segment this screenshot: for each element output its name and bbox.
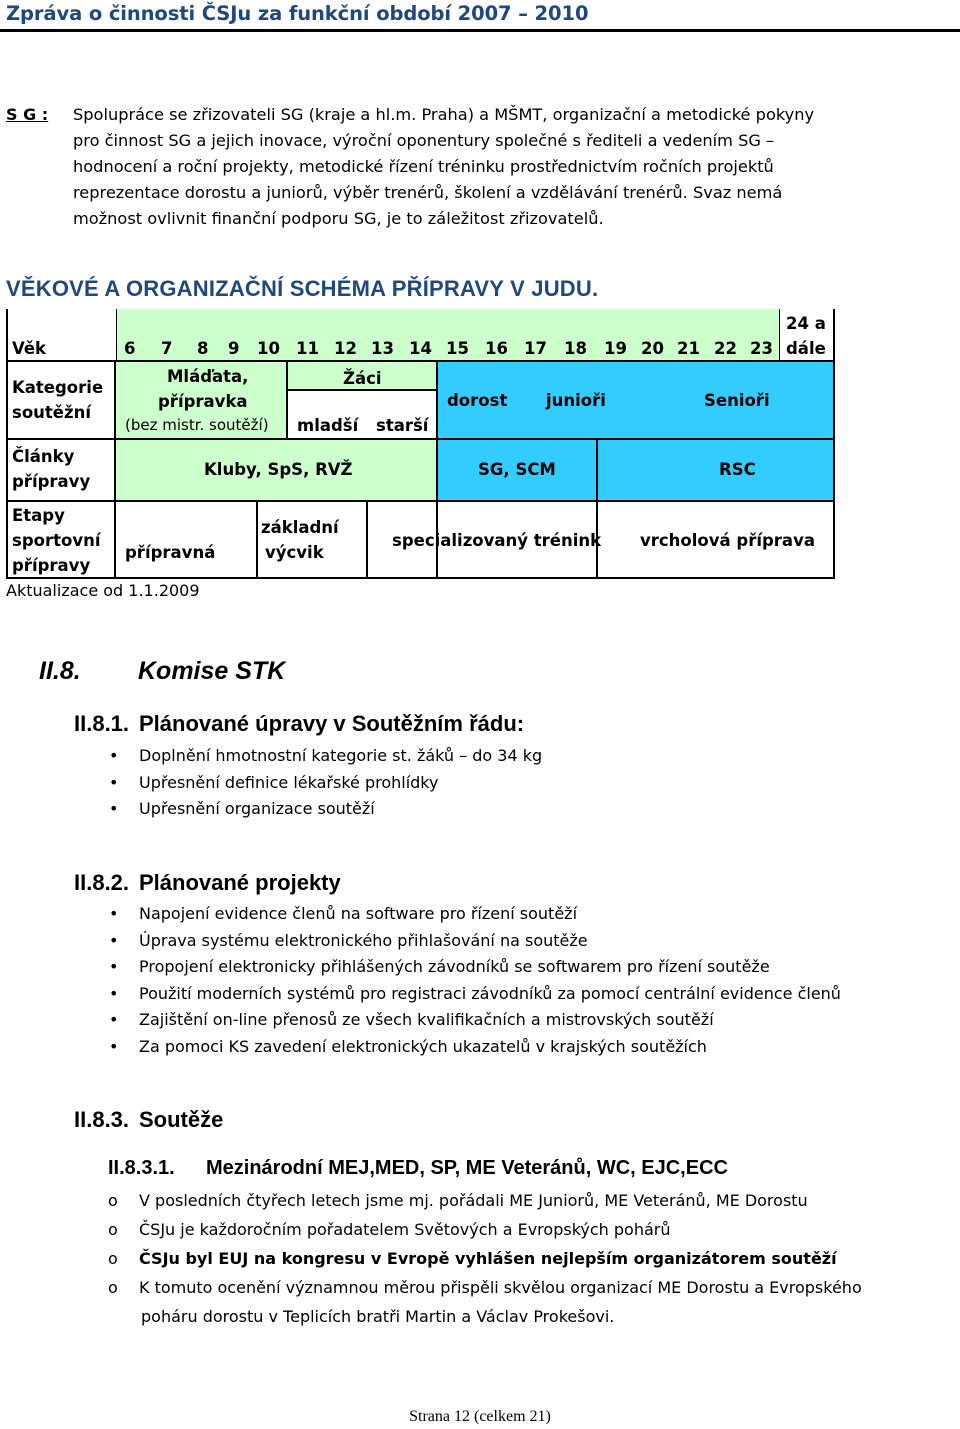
list-item-text: K tomuto ocenění významnou měrou přispěli skvělou organizací ME Dorostu a Evropského (139, 1278, 862, 1297)
age-20: 20 (641, 339, 664, 358)
starsi-label: starší (376, 416, 429, 435)
kluby-label: Kluby, SpS, RVŽ (204, 460, 353, 479)
row-kategorie-label-1: Kategorie (12, 378, 104, 397)
circle-bullet-icon: o (108, 1249, 118, 1268)
list-item (109, 981, 841, 1008)
mladsi-label: mladší (297, 416, 359, 435)
grid-line (596, 439, 598, 501)
schema-update-note: Aktualizace od 1.1.2009 (6, 581, 200, 600)
zaci-label: Žáci (343, 369, 382, 388)
list-item (109, 743, 542, 770)
grid-line (114, 360, 116, 579)
age-17: 17 (524, 339, 547, 358)
list-item (109, 928, 841, 955)
section-ii83-number: II.8.3. (74, 1107, 130, 1132)
bullet-icon: • (109, 930, 119, 950)
circle-bullet-icon: o (108, 1278, 118, 1297)
list-item-text: ČSJu byl EUJ na kongresu v Evropě vyhlášen nejlepším organizátorem soutěží (139, 1249, 837, 1268)
section-ii82-title: Plánované projekty (139, 870, 341, 895)
header-divider (0, 29, 960, 32)
age-13: 13 (371, 339, 394, 358)
age-12: 12 (334, 339, 357, 358)
age-21: 21 (677, 339, 700, 358)
pripravka-label: přípravka (158, 392, 248, 411)
age-9: 9 (228, 339, 240, 358)
bullet-icon: • (109, 1010, 119, 1029)
bullet-icon: • (109, 772, 119, 792)
page-number: Strana 12 (celkem 21) (409, 1408, 551, 1425)
age-label: Věk (12, 339, 47, 358)
zakladni-label-1: základní (261, 518, 339, 537)
age-15: 15 (446, 339, 469, 358)
sg-label: S G : (6, 105, 49, 124)
list-item (108, 1273, 862, 1302)
section-ii8-number: II.8. (39, 657, 81, 685)
specializovany-label: specializovaný trénink (392, 531, 602, 550)
list-item-continuation (108, 1302, 862, 1331)
grid-line (6, 438, 835, 440)
age-14: 14 (409, 339, 432, 358)
rsc-label: RSC (719, 460, 756, 479)
age-6: 6 (124, 339, 136, 358)
list-item-text: Upřesnění definice lékařské prohlídky (139, 772, 439, 792)
sg-paragraph (73, 102, 953, 232)
bullet-icon: • (109, 1036, 119, 1056)
bullet-icon: • (109, 799, 119, 818)
list-item-text: Propojení elektronicky přihlášených závodníků se softwarem pro řízení soutěže (139, 957, 770, 976)
list-item (109, 1034, 841, 1061)
list-item-text: Za pomoci KS zavedení elektronických ukazatelů v krajských soutěžích (139, 1036, 707, 1056)
vrcholova-label: vrcholová příprava (640, 531, 815, 550)
seniori-label: Senioři (704, 391, 770, 410)
age-11: 11 (296, 339, 319, 358)
ii81-list (109, 743, 542, 823)
sg-scm-label: SG, SCM (478, 460, 556, 479)
list-item (108, 1244, 862, 1273)
grid-line (833, 309, 835, 579)
schema-table (6, 309, 835, 579)
sg-line: reprezentace dorostu a juniorů, výběr trenérů, školení a vzdělávání trenérů. Svaz nemá (73, 183, 783, 202)
zakladni-label-2: výcvik (265, 543, 324, 562)
section-ii81-number: II.8.1. (74, 711, 130, 736)
list-item (109, 1007, 841, 1034)
grid-line (6, 500, 835, 502)
row-etapy-label-3: přípravy (12, 556, 91, 575)
bullet-icon: • (109, 957, 119, 976)
list-item-text: Zajištění on-line přenosů ze všech kvalifikačních a mistrovských soutěží (139, 1010, 714, 1029)
document-header-title: Zpráva o činnosti ČSJu za funkční období 2007 – 2010 (6, 2, 589, 25)
circle-bullet-icon: o (108, 1220, 118, 1239)
section-ii82-number: II.8.2. (74, 870, 130, 895)
age-19: 19 (604, 339, 627, 358)
section-ii8-title: Komise STK (138, 657, 286, 685)
list-item-text: V posledních čtyřech letech jsme mj. pořádali ME Juniorů, ME Veteránů, ME Dorostu (139, 1191, 808, 1210)
bullet-icon: • (109, 983, 119, 1003)
grid-line (366, 501, 368, 579)
grid-line (6, 309, 8, 579)
age-24-line2: dále (786, 339, 826, 358)
section-ii831-title: Mezinárodní MEJ,MED, SP, ME Veteránů, WC, EJC,ECC (206, 1157, 728, 1179)
age-24-line1: 24 a (786, 314, 826, 333)
bullet-icon: • (109, 746, 119, 765)
page-footer (0, 1408, 960, 1426)
sg-line: pro činnost SG a jejich inovace, výroční oponentury společné s řediteli a vedením SG – (73, 131, 775, 150)
age-8: 8 (197, 339, 209, 358)
grid-line (256, 501, 258, 579)
grid-line (116, 309, 117, 360)
age-18: 18 (564, 339, 587, 358)
age-22: 22 (714, 339, 737, 358)
circle-bullet-icon: o (108, 1191, 118, 1210)
sg-line: možnost ovlivnit finanční podporu SG, je to záležitost zřizovatelů. (73, 209, 604, 228)
row-etapy-label-2: sportovní (12, 531, 101, 550)
list-item-text: poháru dorostu v Teplicích bratři Martin a Václav Prokešovi. (141, 1307, 615, 1326)
list-item (108, 1215, 862, 1244)
grid-line (779, 309, 780, 360)
grid-line (286, 360, 288, 439)
row-clanky-label-2: přípravy (12, 472, 91, 491)
row-kategorie-label-2: soutěžní (12, 403, 91, 422)
sg-line: Spolupráce se zřizovateli SG (kraje a hl.m. Praha) a MŠMT, organizační a metodické pokyny (73, 105, 815, 124)
list-item (109, 770, 542, 797)
ii831-list (108, 1186, 862, 1331)
list-item (108, 1186, 862, 1215)
juniori-label: junioři (546, 391, 606, 410)
grid-line (6, 577, 835, 579)
dorost-label: dorost (447, 391, 508, 410)
ii82-list (109, 901, 841, 1060)
list-item (109, 796, 542, 823)
list-item (109, 954, 841, 981)
list-item-text: ČSJu je každoročním pořadatelem Světových a Evropských pohárů (139, 1220, 671, 1239)
row-etapy-label-1: Etapy (12, 506, 65, 525)
schema-heading: VĚKOVÉ A ORGANIZAČNÍ SCHÉMA PŘÍPRAVY V JUDU. (6, 276, 599, 301)
list-item-text: Upřesnění organizace soutěží (139, 799, 375, 818)
section-ii83-title: Soutěže (139, 1107, 224, 1132)
section-ii831-number: II.8.3.1. (108, 1157, 175, 1179)
list-item-text: Úprava systému elektronického přihlašování na soutěže (139, 930, 588, 950)
age-7: 7 (161, 339, 173, 358)
list-item-text: Použití moderních systémů pro registraci závodníků za pomocí centrální evidence členů (139, 983, 841, 1003)
age-23: 23 (750, 339, 773, 358)
mladata-label: Mláďata, (167, 367, 249, 386)
list-item-text: Doplnění hmotnostní kategorie st. žáků – do 34 kg (139, 746, 543, 765)
age-16: 16 (485, 339, 508, 358)
row-clanky-label-1: Články (12, 447, 75, 466)
age-10: 10 (257, 339, 280, 358)
bullet-icon: • (109, 904, 119, 923)
section-ii81-title: Plánované úpravy v Soutěžním řádu: (139, 711, 525, 736)
pripravna-label: přípravná (125, 543, 216, 562)
sg-line: hodnocení a roční projekty, metodické řízení tréninku prostřednictvím ročních projektů (73, 157, 774, 176)
list-item-text: Napojení evidence členů na software pro řízení soutěží (139, 904, 578, 923)
list-item (109, 901, 841, 928)
bez-mistr-label: (bez mistr. soutěží) (125, 416, 269, 434)
